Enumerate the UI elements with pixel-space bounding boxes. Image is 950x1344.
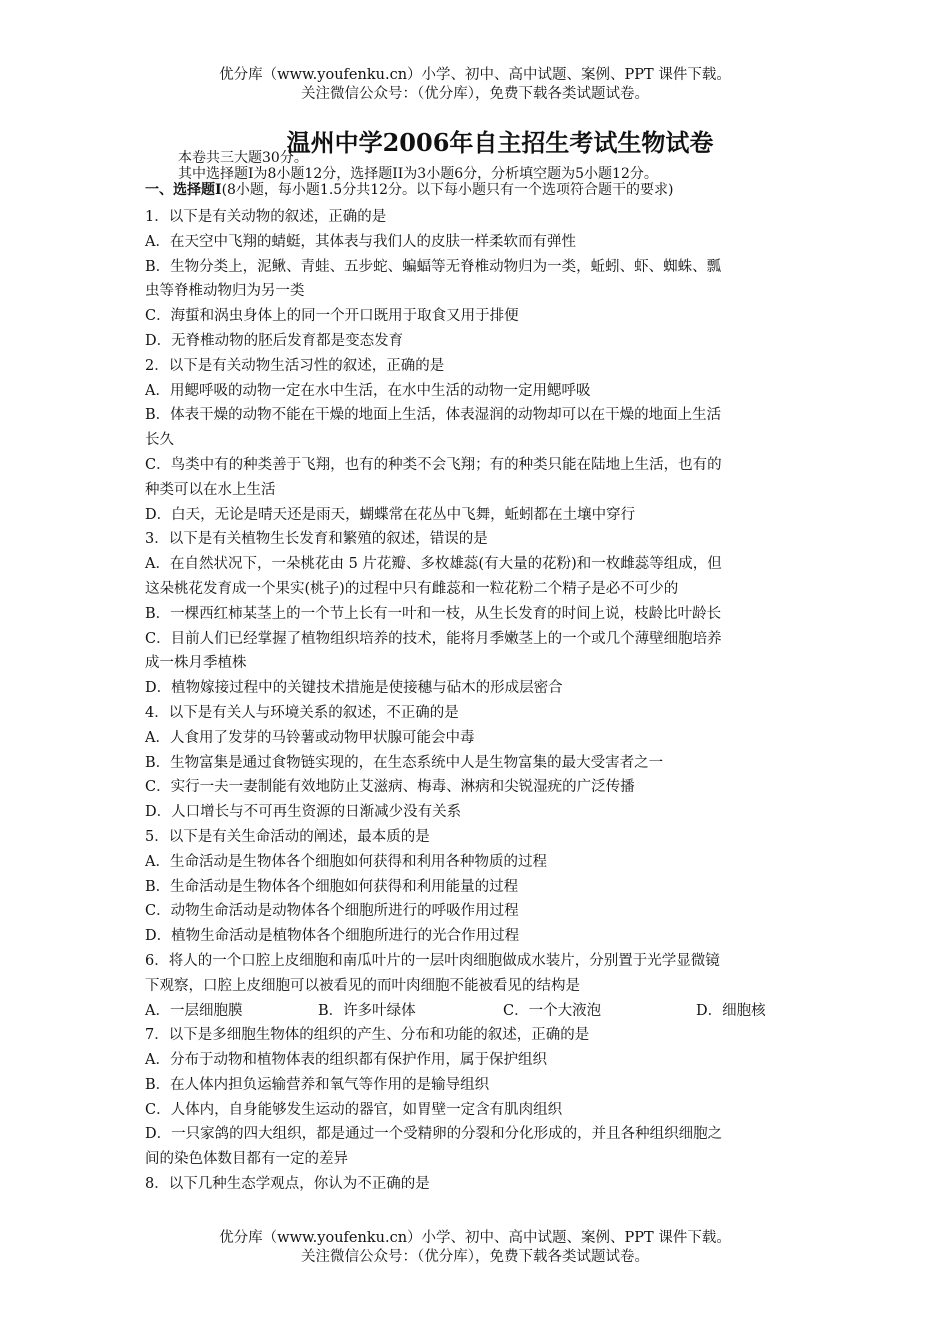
text-line: D．白天，无论是晴天还是雨天，蝴蝶常在花丛中飞舞，蚯蚓都在土壤中穿行 bbox=[145, 506, 636, 523]
text-line: C．动物生命活动是动物体各个细胞所进行的呼吸作用过程 bbox=[145, 903, 519, 920]
text-line: B．在人体内担负运输营养和氧气等作用的是输导组织 bbox=[145, 1076, 490, 1093]
text-line: D．无脊椎动物的胚后发育都是变态发育 bbox=[145, 332, 404, 349]
page-title: 温州中学2006年自主招生考试生物试卷 bbox=[286, 128, 714, 157]
text-line: C．实行一夫一妻制能有效地防止艾滋病、梅毒、淋病和尖锐湿疣的广泛传播 bbox=[145, 779, 635, 796]
text-line: D．一只家鸽的四大组织，都是通过一个受精卵的分裂和分化形成的，并且各种组织细胞之 bbox=[145, 1126, 723, 1143]
text-line: 6．将人的一个口腔上皮细胞和南瓜叶片的一层叶肉细胞做成水装片，分别置于光学显微镜 bbox=[145, 952, 720, 969]
header-line-1: 优分库（www.youfenku.cn）小学、初中、高中试题、案例、PPT 课件下载。 bbox=[219, 67, 731, 83]
text-line: B．生物富集是通过食物链实现的，在生态系统中人是生物富集的最大受害者之一 bbox=[145, 754, 664, 771]
text-line: B．体表干燥的动物不能在干燥的地面上生活，体表湿润的动物却可以在干燥的地面上生活 bbox=[145, 407, 722, 424]
text-line: 7．以下是多细胞生物体的组织的产生、分布和功能的叙述，正确的是 bbox=[145, 1027, 590, 1044]
q6-option-d: D．细胞核 bbox=[696, 1002, 766, 1019]
text-line: 8．以下几种生态学观点，你认为不正确的是 bbox=[145, 1176, 430, 1193]
text-line: 1．以下是有关动物的叙述，正确的是 bbox=[145, 209, 387, 225]
text-line: 种类可以在水上生活 bbox=[145, 481, 276, 498]
text-line: 3．以下是有关植物生长发育和繁殖的叙述，错误的是 bbox=[145, 531, 488, 548]
q6-option-b: B．许多叶绿体 bbox=[318, 1002, 416, 1019]
text-line: A．在天空中飞翔的蜻蜓，其体表与我们人的皮肤一样柔软而有弹性 bbox=[145, 233, 576, 250]
q6-option-a: A．一层细胞膜 bbox=[145, 1002, 243, 1019]
text-line: D．人口增长与不可再生资源的日渐减少没有关系 bbox=[145, 804, 462, 821]
text-line: A．人食用了发芽的马铃薯或动物甲状腺可能会中毒 bbox=[145, 729, 475, 746]
intro-line-1: 本卷共三大题30分。 bbox=[178, 150, 308, 166]
text-line: B．生物分类上，泥鳅、青蛙、五步蛇、蝙蝠等无脊椎动物归为一类，蚯蚓、虾、蜘蛛、瓢 bbox=[145, 258, 722, 275]
text-line: D．植物嫁接过程中的关键技术措施是使接穗与砧木的形成层密合 bbox=[145, 680, 563, 697]
text-line: A．在自然状况下，一朵桃花由 5 片花瓣、多枚雄蕊(有大量的花粉)和一枚雌蕊等组成，但 bbox=[145, 556, 722, 573]
text-line: 4．以下是有关人与环境关系的叙述，不正确的是 bbox=[145, 704, 459, 721]
text-line: B．一棵西红柿某茎上的一个节上长有一叶和一枝，从生长发育的时间上说，枝龄比叶龄长 bbox=[145, 605, 722, 622]
footer-line-2: 关注微信公众号：（优分库），免费下载各类试题试卷。 bbox=[301, 1249, 649, 1265]
text-line: 虫等脊椎动物归为另一类 bbox=[145, 283, 305, 300]
text-line: A．分布于动物和植物体表的组织都有保护作用，属于保护组织 bbox=[145, 1052, 547, 1069]
text-line: C．鸟类中有的种类善于飞翔，也有的种类不会飞翔；有的种类只能在陆地上生活，也有的 bbox=[145, 456, 722, 473]
text-line: C．目前人们已经掌握了植物组织培养的技术，能将月季嫩茎上的一个或几个薄壁细胞培养 bbox=[145, 630, 722, 647]
text-line: 间的染色体数目都有一定的差异 bbox=[145, 1151, 348, 1168]
question-body bbox=[145, 205, 810, 1197]
text-line: 5．以下是有关生命活动的阐述，最本质的是 bbox=[145, 828, 430, 845]
text-line: 下观察，口腔上皮细胞可以被看见的而叶肉细胞不能被看见的结构是 bbox=[145, 977, 580, 994]
text-line: A．用鳃呼吸的动物一定在水中生活，在水中生活的动物一定用鳃呼吸 bbox=[145, 382, 591, 399]
text-line: B．生命活动是生物体各个细胞如何获得和利用能量的过程 bbox=[145, 878, 519, 895]
intro-line-2: 其中选择题I为8小题12分，选择题II为3小题6分，分析填空题为5小题12分。 bbox=[178, 166, 658, 182]
q6-options bbox=[145, 999, 810, 1024]
text-line: C．人体内，自身能够发生运动的器官，如胃壁一定含有肌肉组织 bbox=[145, 1101, 563, 1118]
q6-option-c: C．一个大液泡 bbox=[503, 1002, 602, 1019]
text-line: A．生命活动是生物体各个细胞如何获得和利用各种物质的过程 bbox=[145, 853, 547, 870]
section-heading bbox=[145, 182, 925, 198]
section-label: 一、选择题I bbox=[145, 182, 222, 198]
header-line-2: 关注微信公众号：（优分库），免费下载各类试题试卷。 bbox=[301, 86, 649, 102]
text-line: 成一株月季植株 bbox=[145, 655, 247, 672]
section-description: (8小题，每小题1.5分共12分。以下每小题只有一个选项符合题干的要求) bbox=[221, 182, 674, 198]
text-line: D．植物生命活动是植物体各个细胞所进行的光合作用过程 bbox=[145, 928, 520, 945]
footer-line-1: 优分库（www.youfenku.cn）小学、初中、高中试题、案例、PPT 课件下载。 bbox=[219, 1230, 731, 1246]
text-line: 2．以下是有关动物生活习性的叙述，正确的是 bbox=[145, 357, 445, 374]
text-line: 长久 bbox=[145, 432, 174, 449]
text-line: C．海蜇和涡虫身体上的同一个开口既用于取食又用于排便 bbox=[145, 308, 519, 325]
text-line: 这朵桃花发育成一个果实(桃子)的过程中只有雌蕊和一粒花粉二个精子是必不可少的 bbox=[145, 580, 679, 597]
